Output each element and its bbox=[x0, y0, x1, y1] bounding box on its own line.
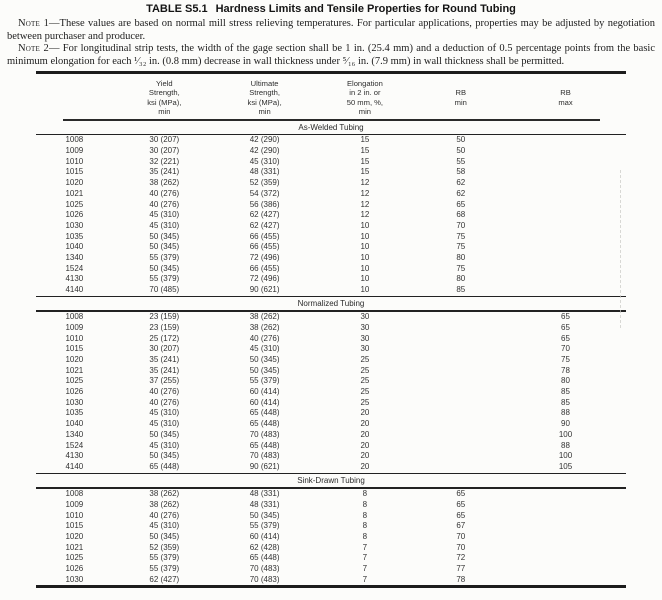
table-row bbox=[0, 441, 662, 452]
cell bbox=[417, 387, 506, 398]
cell: 45 (310) bbox=[149, 521, 180, 531]
column-header: RB min bbox=[454, 88, 467, 107]
table-row bbox=[0, 575, 662, 586]
cell: 25 bbox=[360, 387, 370, 397]
cell: 20 bbox=[360, 451, 370, 461]
table-row bbox=[0, 451, 662, 462]
cell bbox=[505, 489, 626, 500]
cell: 4140 bbox=[65, 285, 84, 294]
cell: 65 bbox=[456, 199, 466, 209]
cell: 65 (448) bbox=[249, 440, 280, 450]
table-row bbox=[0, 200, 662, 211]
cell: 20 bbox=[360, 429, 370, 439]
header-row bbox=[0, 74, 662, 120]
cell: 38 (262) bbox=[149, 489, 180, 499]
cell: 55 bbox=[456, 156, 466, 166]
cell: 1008 bbox=[65, 312, 84, 322]
cell: 58 bbox=[456, 167, 466, 177]
cell: 42 (290) bbox=[249, 146, 280, 156]
cell: 70 bbox=[456, 220, 466, 230]
cell: 65 (448) bbox=[249, 553, 280, 563]
cell: 75 bbox=[456, 242, 466, 252]
cell: 68 bbox=[456, 210, 466, 220]
cell bbox=[505, 189, 626, 200]
cell: 8 bbox=[362, 510, 368, 520]
cell: 60 (414) bbox=[249, 387, 280, 397]
table-row bbox=[0, 564, 662, 575]
cell: 62 (427) bbox=[249, 220, 280, 230]
cell: 1030 bbox=[65, 397, 84, 407]
cell: 10 bbox=[360, 242, 370, 252]
cell: 1030 bbox=[65, 220, 84, 230]
table-row bbox=[0, 344, 662, 355]
cell: 40 (276) bbox=[149, 397, 180, 407]
divider-rule bbox=[36, 585, 626, 587]
cell: 1030 bbox=[65, 574, 84, 584]
cell: 75 bbox=[456, 231, 466, 241]
cell: 30 bbox=[360, 344, 370, 354]
table-caption: Hardness Limits and Tensile Properties for Round Tubing bbox=[215, 3, 516, 15]
cell: 62 (428) bbox=[249, 542, 280, 552]
table-row bbox=[0, 511, 662, 522]
table-row bbox=[0, 430, 662, 441]
cell: 1009 bbox=[65, 322, 84, 332]
cell bbox=[417, 323, 506, 334]
cell bbox=[505, 221, 626, 232]
cell: 10 bbox=[360, 252, 370, 262]
table-row bbox=[0, 398, 662, 409]
cell: 7 bbox=[362, 542, 368, 552]
cell: 72 (496) bbox=[249, 252, 280, 262]
cell: 1524 bbox=[65, 440, 84, 450]
cell bbox=[505, 242, 626, 253]
cell: 62 bbox=[456, 188, 466, 198]
cell: 65 bbox=[561, 333, 570, 343]
cell: 42 (290) bbox=[249, 135, 280, 145]
table-row bbox=[0, 334, 662, 345]
cell: 1026 bbox=[65, 210, 84, 220]
note-2-text: — For longitudinal strip tests, the width of the gage section shall be 1 in. (25.4 mm) and a deduction of 0.5 percentage points from the basic minimum elongation for each ¹⁄₃₂ in. (0.8 mm) decrease in wall thickness under ⁵⁄₁₆ in. (7.9 mm) in wall thickness shall be permitted. bbox=[7, 43, 655, 67]
cell: 8 bbox=[362, 499, 368, 509]
table-row bbox=[0, 312, 662, 323]
cell: 1015 bbox=[65, 521, 84, 531]
cell: 62 bbox=[456, 178, 466, 188]
cell bbox=[505, 157, 626, 168]
cell bbox=[417, 441, 506, 452]
cell: 15 bbox=[360, 146, 370, 156]
cell: 20 bbox=[360, 408, 370, 418]
cell: 65 bbox=[456, 489, 466, 499]
cell: 48 (331) bbox=[249, 489, 280, 499]
cell: 1025 bbox=[65, 199, 84, 209]
cell: 8 bbox=[362, 521, 368, 531]
cell bbox=[417, 366, 506, 377]
cell bbox=[417, 419, 506, 430]
table-title bbox=[0, 0, 662, 15]
cell: 65 bbox=[561, 312, 570, 322]
cell bbox=[505, 210, 626, 221]
cell: 105 bbox=[558, 461, 573, 471]
cell bbox=[505, 146, 626, 157]
table-number: TABLE S5.1 bbox=[146, 3, 208, 15]
cell: 1021 bbox=[65, 365, 84, 375]
table-row bbox=[0, 264, 662, 275]
cell: 50 (345) bbox=[249, 355, 280, 365]
table-row bbox=[0, 323, 662, 334]
cell: 1015 bbox=[65, 167, 84, 177]
cell bbox=[505, 200, 626, 211]
cell: 55 (379) bbox=[149, 252, 180, 262]
cell: 70 (483) bbox=[249, 451, 280, 461]
cell: 45 (310) bbox=[149, 210, 180, 220]
table-row bbox=[0, 253, 662, 264]
cell: 45 (310) bbox=[149, 440, 180, 450]
cell bbox=[505, 178, 626, 189]
cell: 1020 bbox=[65, 355, 84, 365]
cell: 38 (262) bbox=[249, 322, 280, 332]
table-row bbox=[0, 355, 662, 366]
table-row bbox=[0, 387, 662, 398]
cell: 65 (448) bbox=[249, 419, 280, 429]
cell: 70 bbox=[456, 542, 466, 552]
table-row bbox=[0, 232, 662, 243]
table-body bbox=[0, 119, 662, 587]
cell: 20 bbox=[360, 440, 370, 450]
section-label: Sink-Drawn Tubing bbox=[297, 476, 365, 486]
cell: 12 bbox=[360, 210, 370, 220]
column-header: Yield Strength, ksi (MPa), min bbox=[147, 78, 182, 116]
cell: 1025 bbox=[65, 553, 84, 563]
cell: 45 (310) bbox=[249, 344, 280, 354]
cell bbox=[505, 511, 626, 522]
cell: 4130 bbox=[65, 451, 84, 461]
cell bbox=[505, 264, 626, 275]
cell: 20 bbox=[360, 419, 370, 429]
cell bbox=[505, 564, 626, 575]
cell: 70 (483) bbox=[249, 574, 280, 584]
cell: 4130 bbox=[65, 274, 84, 284]
cell: 12 bbox=[360, 178, 370, 188]
cell: 30 (207) bbox=[149, 135, 180, 145]
column-header: RB max bbox=[558, 88, 573, 107]
cell: 67 bbox=[456, 521, 466, 531]
cell: 1009 bbox=[65, 499, 84, 509]
cell: 62 (427) bbox=[249, 210, 280, 220]
section-label: Normalized Tubing bbox=[297, 299, 365, 309]
cell bbox=[505, 500, 626, 511]
cell: 66 (455) bbox=[249, 242, 280, 252]
cell: 25 bbox=[360, 376, 370, 386]
cell: 75 bbox=[561, 355, 570, 365]
cell: 7 bbox=[362, 574, 368, 584]
table-row bbox=[0, 408, 662, 419]
table-row bbox=[0, 135, 662, 146]
cell: 40 (276) bbox=[149, 387, 180, 397]
cell: 10 bbox=[360, 263, 370, 273]
cell: 88 bbox=[561, 440, 570, 450]
cell: 12 bbox=[360, 188, 370, 198]
note-2-label: Note 2 bbox=[18, 43, 49, 55]
cell: 25 bbox=[360, 365, 370, 375]
table-row bbox=[0, 274, 662, 285]
cell: 1010 bbox=[65, 333, 84, 343]
notes-block bbox=[7, 18, 655, 68]
cell: 10 bbox=[360, 274, 370, 284]
note-1 bbox=[7, 18, 655, 43]
cell: 25 (172) bbox=[149, 333, 180, 343]
cell: 40 (276) bbox=[149, 188, 180, 198]
cell: 50 (345) bbox=[149, 531, 180, 541]
table-row bbox=[0, 157, 662, 168]
cell: 77 bbox=[456, 564, 466, 573]
cell: 38 (262) bbox=[149, 499, 180, 509]
cell: 1021 bbox=[65, 188, 84, 198]
cell: 1524 bbox=[65, 263, 84, 273]
cell: 15 bbox=[360, 135, 370, 145]
cell: 25 bbox=[360, 397, 370, 407]
cell: 20 bbox=[360, 461, 370, 471]
cell: 32 (221) bbox=[149, 156, 180, 166]
cell: 37 (255) bbox=[149, 376, 180, 386]
cell: 1009 bbox=[65, 146, 84, 156]
cell: 35 (241) bbox=[149, 365, 180, 375]
cell: 30 (207) bbox=[149, 146, 180, 156]
table-row bbox=[0, 285, 662, 296]
cell: 50 bbox=[456, 146, 466, 156]
cell: 50 (345) bbox=[149, 451, 180, 461]
cell: 62 (427) bbox=[149, 574, 180, 584]
cell: 1008 bbox=[65, 135, 84, 145]
cell: 80 bbox=[561, 376, 570, 386]
table-row bbox=[0, 210, 662, 221]
cell: 55 (379) bbox=[249, 376, 280, 386]
cell: 1040 bbox=[65, 419, 84, 429]
cell: 45 (310) bbox=[149, 408, 180, 418]
cell: 72 bbox=[456, 553, 466, 563]
cell bbox=[505, 232, 626, 243]
table-row bbox=[0, 376, 662, 387]
cell: 38 (262) bbox=[149, 178, 180, 188]
cell: 65 bbox=[561, 322, 570, 332]
table-row bbox=[0, 521, 662, 532]
note-1-label: Note 1 bbox=[18, 18, 50, 29]
cell: 25 bbox=[360, 355, 370, 365]
cell: 40 (276) bbox=[149, 199, 180, 209]
cell: 70 bbox=[561, 344, 570, 354]
cell: 30 bbox=[360, 333, 370, 343]
cell bbox=[417, 312, 506, 323]
table-row bbox=[0, 366, 662, 377]
cell: 38 (262) bbox=[249, 312, 280, 322]
cell: 55 (379) bbox=[149, 564, 180, 573]
cell: 45 (310) bbox=[249, 156, 280, 166]
cell: 30 (207) bbox=[149, 344, 180, 354]
cell: 48 (331) bbox=[249, 167, 280, 177]
table-row bbox=[0, 462, 662, 473]
cell: 48 (331) bbox=[249, 499, 280, 509]
column-header: Ultimate Strength, ksi (MPa), min bbox=[247, 78, 282, 116]
cell: 60 (414) bbox=[249, 397, 280, 407]
table-row bbox=[0, 532, 662, 543]
cell: 1010 bbox=[65, 510, 84, 520]
cell bbox=[417, 451, 506, 462]
cell bbox=[417, 376, 506, 387]
cell: 78 bbox=[456, 574, 466, 584]
cell: 12 bbox=[360, 199, 370, 209]
cell: 55 (379) bbox=[249, 521, 280, 531]
cell: 40 (276) bbox=[149, 510, 180, 520]
cell bbox=[417, 408, 506, 419]
cell: 1026 bbox=[65, 564, 84, 573]
cell bbox=[417, 355, 506, 366]
cell: 1035 bbox=[65, 231, 84, 241]
cell bbox=[505, 575, 626, 586]
cell bbox=[505, 135, 626, 146]
cell: 45 (310) bbox=[149, 220, 180, 230]
cell: 78 bbox=[561, 365, 570, 375]
cell: 1040 bbox=[65, 242, 84, 252]
cell: 1340 bbox=[65, 429, 84, 439]
cell: 50 (345) bbox=[149, 429, 180, 439]
cell: 70 (485) bbox=[149, 285, 180, 294]
cell: 1340 bbox=[65, 252, 84, 262]
cell: 100 bbox=[558, 451, 573, 461]
cell: 50 (345) bbox=[249, 365, 280, 375]
cell: 1026 bbox=[65, 387, 84, 397]
table-row bbox=[0, 221, 662, 232]
cell: 90 (621) bbox=[249, 285, 280, 294]
cell: 70 (483) bbox=[249, 429, 280, 439]
cell: 52 (359) bbox=[149, 542, 180, 552]
cell: 50 (345) bbox=[149, 263, 180, 273]
cell: 80 bbox=[456, 252, 466, 262]
cell bbox=[505, 532, 626, 543]
cell: 15 bbox=[360, 156, 370, 166]
cell: 50 (345) bbox=[149, 231, 180, 241]
cell bbox=[505, 274, 626, 285]
note-1-text: —These values are based on normal mill stress relieving temperatures. For particular applications, properties may be adjusted by negotiation between purchaser and producer. bbox=[7, 18, 655, 42]
cell: 72 (496) bbox=[249, 274, 280, 284]
cell: 1020 bbox=[65, 178, 84, 188]
note-2 bbox=[7, 43, 655, 68]
scan-artifact bbox=[620, 170, 621, 328]
cell: 10 bbox=[360, 231, 370, 241]
cell: 50 (345) bbox=[149, 242, 180, 252]
cell: 65 (448) bbox=[149, 461, 180, 471]
cell: 30 bbox=[360, 322, 370, 332]
column-header: Elongation in 2 in. or 50 mm, %, min bbox=[346, 78, 384, 116]
cell: 1020 bbox=[65, 531, 84, 541]
table-row bbox=[0, 553, 662, 564]
cell bbox=[417, 430, 506, 441]
cell: 65 bbox=[456, 499, 466, 509]
cell: 56 (386) bbox=[249, 199, 280, 209]
cell: 23 (159) bbox=[149, 312, 180, 322]
cell bbox=[505, 521, 626, 532]
table-row bbox=[0, 178, 662, 189]
cell bbox=[505, 167, 626, 178]
cell bbox=[505, 543, 626, 554]
cell: 50 (345) bbox=[249, 510, 280, 520]
cell: 85 bbox=[561, 387, 570, 397]
cell: 52 (359) bbox=[249, 178, 280, 188]
table-row bbox=[0, 500, 662, 511]
cell: 85 bbox=[561, 397, 570, 407]
cell bbox=[417, 334, 506, 345]
cell: 15 bbox=[360, 167, 370, 177]
cell: 85 bbox=[456, 285, 466, 294]
cell: 1021 bbox=[65, 542, 84, 552]
cell: 7 bbox=[362, 553, 368, 563]
cell: 54 (372) bbox=[249, 188, 280, 198]
cell: 35 (241) bbox=[149, 355, 180, 365]
cell: 50 bbox=[456, 135, 466, 145]
cell: 35 (241) bbox=[149, 167, 180, 177]
cell: 70 (483) bbox=[249, 564, 280, 573]
cell: 60 (414) bbox=[249, 531, 280, 541]
cell bbox=[505, 553, 626, 564]
cell: 7 bbox=[362, 564, 368, 573]
cell: 23 (159) bbox=[149, 322, 180, 332]
table-row bbox=[0, 242, 662, 253]
cell: 30 bbox=[360, 312, 370, 322]
table-row bbox=[0, 146, 662, 157]
cell: 10 bbox=[360, 285, 370, 294]
cell bbox=[417, 398, 506, 409]
cell: 65 (448) bbox=[249, 408, 280, 418]
table-row bbox=[0, 543, 662, 554]
cell: 70 bbox=[456, 531, 466, 541]
cell bbox=[417, 344, 506, 355]
cell: 88 bbox=[561, 408, 570, 418]
table-row bbox=[0, 167, 662, 178]
cell: 8 bbox=[362, 489, 368, 499]
cell: 45 (310) bbox=[149, 419, 180, 429]
cell: 8 bbox=[362, 531, 368, 541]
cell bbox=[505, 253, 626, 264]
table-row bbox=[0, 489, 662, 500]
cell: 100 bbox=[558, 429, 573, 439]
cell: 1015 bbox=[65, 344, 84, 354]
cell: 40 (276) bbox=[249, 333, 280, 343]
cell: 66 (455) bbox=[249, 263, 280, 273]
table-row bbox=[0, 419, 662, 430]
cell: 1008 bbox=[65, 489, 84, 499]
cell: 90 bbox=[561, 419, 570, 429]
cell: 75 bbox=[456, 263, 466, 273]
cell: 65 bbox=[456, 510, 466, 520]
cell: 66 (455) bbox=[249, 231, 280, 241]
cell bbox=[505, 285, 626, 296]
cell: 10 bbox=[360, 220, 370, 230]
cell: 80 bbox=[456, 274, 466, 284]
cell bbox=[417, 462, 506, 473]
cell: 90 (621) bbox=[249, 461, 280, 471]
cell: 55 (379) bbox=[149, 274, 180, 284]
section-label: As-Welded Tubing bbox=[298, 122, 364, 132]
cell: 4140 bbox=[65, 461, 84, 471]
cell: 55 (379) bbox=[149, 553, 180, 563]
cell: 1025 bbox=[65, 376, 84, 386]
cell: 1035 bbox=[65, 408, 84, 418]
table-row bbox=[0, 189, 662, 200]
cell: 1010 bbox=[65, 156, 84, 166]
